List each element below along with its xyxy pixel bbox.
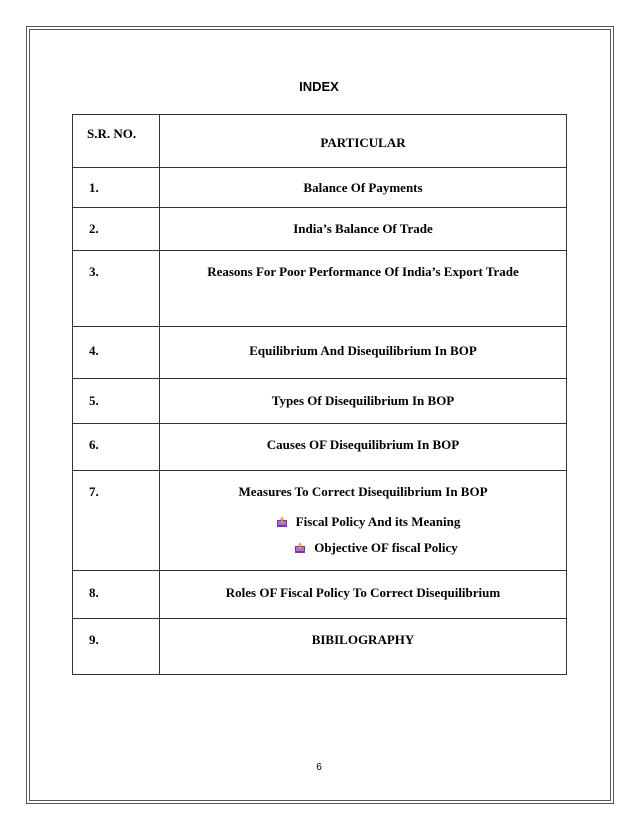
row-number: 4. bbox=[73, 327, 160, 379]
row-number: 6. bbox=[73, 424, 160, 471]
sub-item bbox=[186, 540, 566, 556]
header-particular: PARTICULAR bbox=[160, 115, 567, 168]
row-number: 2. bbox=[73, 208, 160, 251]
row-number: 7. bbox=[73, 471, 160, 571]
row-number: 5. bbox=[73, 379, 160, 424]
table-row bbox=[73, 168, 567, 208]
row-text: Causes OF Disequilibrium In BOP bbox=[160, 424, 567, 471]
sub-item-label: Objective OF fiscal Policy bbox=[314, 540, 458, 555]
table-row bbox=[73, 379, 567, 424]
table-row bbox=[73, 208, 567, 251]
sub-item bbox=[170, 514, 566, 530]
index-table bbox=[72, 114, 567, 675]
row-text: Roles OF Fiscal Policy To Correct Disequilibrium bbox=[160, 571, 567, 619]
row-text: Equilibrium And Disequilibrium In BOP bbox=[160, 327, 567, 379]
row-text: Types Of Disequilibrium In BOP bbox=[160, 379, 567, 424]
book-bullet-icon bbox=[276, 516, 288, 529]
row-text: Measures To Correct Disequilibrium In BOP bbox=[238, 484, 488, 499]
table-header-row bbox=[73, 115, 567, 168]
row-number: 3. bbox=[73, 251, 160, 327]
book-bullet-icon bbox=[294, 542, 306, 555]
row-number: 9. bbox=[73, 619, 160, 675]
page-title: INDEX bbox=[299, 79, 339, 94]
table-row bbox=[73, 619, 567, 675]
table-row bbox=[73, 471, 567, 571]
sub-item-label: Fiscal Policy And its Meaning bbox=[295, 514, 461, 529]
row-number: 8. bbox=[73, 571, 160, 619]
page-number: 6 bbox=[316, 762, 322, 773]
table-row bbox=[73, 571, 567, 619]
row-text: BIBILOGRAPHY bbox=[160, 619, 567, 675]
row-cell bbox=[160, 471, 567, 571]
row-number: 1. bbox=[73, 168, 160, 208]
row-text: Reasons For Poor Performance Of India’s Export Trade bbox=[160, 251, 567, 327]
row-text: Balance Of Payments bbox=[160, 168, 567, 208]
header-sr-no: S.R. NO. bbox=[73, 115, 160, 168]
row-text: India’s Balance Of Trade bbox=[160, 208, 567, 251]
table-row bbox=[73, 251, 567, 327]
table-row bbox=[73, 327, 567, 379]
table-row bbox=[73, 424, 567, 471]
